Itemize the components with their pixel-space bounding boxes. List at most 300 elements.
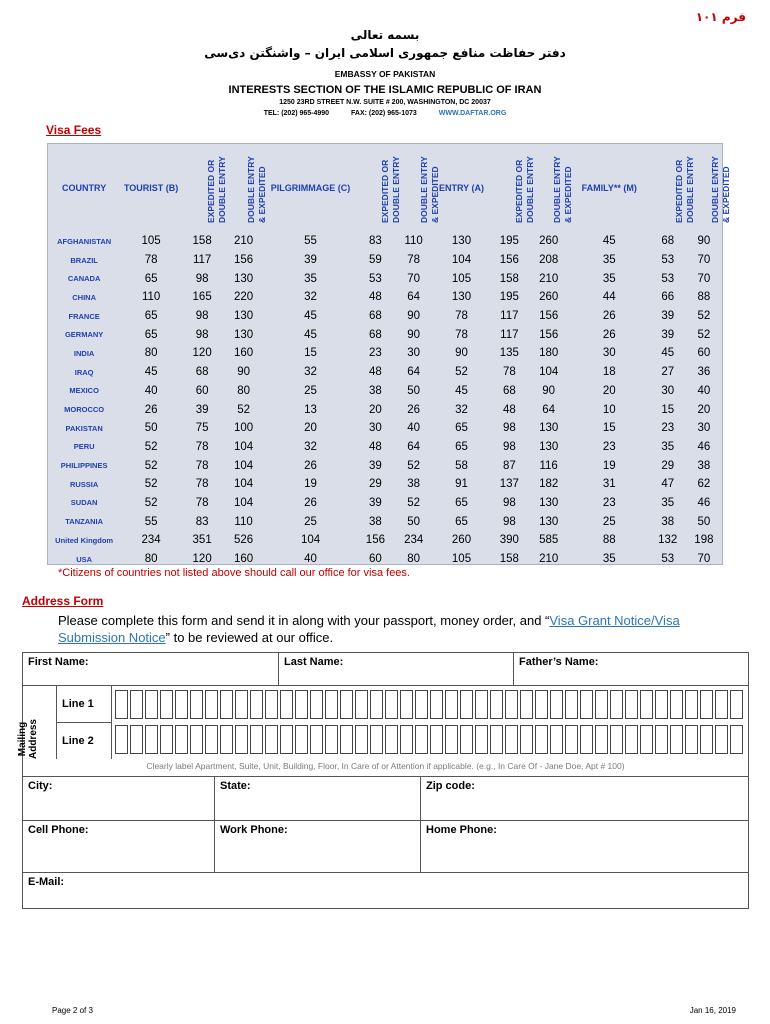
char-box[interactable] [145,725,158,754]
char-box[interactable] [175,725,188,754]
country-cell: MEXICO [69,386,99,396]
char-box[interactable] [205,690,218,719]
char-box[interactable] [370,725,383,754]
fee-cell: 30 [369,422,382,435]
fee-cell: 53 [661,553,675,566]
fee-cell: 156 [365,534,385,547]
fee-column-label: ENTRY (A) [439,183,484,193]
fee-cell: 104 [233,459,254,472]
fee-cell: 52 [144,440,158,453]
fee-cell: 60 [195,384,209,397]
fee-column-header [265,144,356,232]
fee-cell: 158 [499,272,519,285]
fee-cell: 45 [661,347,675,360]
char-box[interactable] [295,725,308,754]
fee-cell: 260 [539,235,559,248]
fee-cell: 40 [407,422,421,435]
fee-cell: 130 [233,328,254,341]
char-box[interactable] [505,725,518,754]
country-cell: PERU [73,442,95,452]
fee-cell: 78 [455,328,468,341]
char-box[interactable] [175,690,188,719]
char-box[interactable] [385,725,398,754]
fee-row [48,307,722,326]
char-box[interactable] [415,725,428,754]
bismillah-heading: بسمه تعالی [350,28,420,42]
fee-column-header [120,144,182,232]
line1-char-boxes[interactable] [115,690,743,719]
fee-cell: 52 [407,459,421,472]
fee-cell: 90 [407,310,421,323]
fee-column-header [569,144,650,232]
fee-cell: 52 [407,496,421,509]
fee-row [48,325,722,344]
fee-cell: 68 [661,235,675,248]
fee-cell: 68 [369,310,382,323]
fee-cell: 47 [661,478,675,491]
fee-cell: 98 [502,440,516,453]
fee-cell: 98 [195,310,209,323]
fee-cell: 39 [195,403,209,416]
char-box[interactable] [205,725,218,754]
fee-cell: 80 [237,384,250,397]
fee-cell: 20 [369,403,382,416]
fee-cell: 110 [141,291,161,304]
fee-column-label: TOURIST (B) [123,183,179,193]
char-box[interactable] [730,725,743,754]
country-cell: RUSSIA [69,479,99,489]
fee-cell: 88 [602,534,616,547]
fee-column-label: EXPEDITED OR DOUBLE ENTRY [205,156,227,223]
fathers-name-label: Father’s Name: [519,656,599,668]
fee-cell: 104 [539,366,559,379]
char-box[interactable] [265,690,278,719]
fee-cell: 29 [661,459,675,472]
fee-row [48,512,722,531]
char-box[interactable] [460,690,473,719]
char-box[interactable] [490,690,503,719]
fee-cell: 25 [304,384,317,397]
fee-cell: 32 [304,291,317,304]
char-box[interactable] [145,690,158,719]
fee-cell: 98 [502,515,516,528]
char-box[interactable] [640,725,653,754]
fee-cell: 182 [539,478,559,491]
fee-cell: 46 [697,440,711,453]
country-cell: United Kingdom [55,535,114,545]
fee-cell: 23 [602,440,616,453]
fee-cell: 78 [455,310,468,323]
fee-column-label: DOUBLE ENTRY & EXPEDITED [552,156,574,223]
char-box[interactable] [580,690,593,719]
fee-cell: 20 [602,384,616,397]
fee-cell: 70 [407,272,421,285]
char-box[interactable] [280,725,293,754]
char-box[interactable] [115,690,128,719]
char-box[interactable] [355,725,368,754]
char-box[interactable] [325,690,338,719]
char-box[interactable] [430,725,443,754]
fee-cell: 132 [658,534,678,547]
address-form-title: Address Form [22,594,104,608]
country-cell: MOROCCO [64,405,105,415]
fee-cell: 110 [404,235,423,248]
char-box[interactable] [460,725,473,754]
fee-cell: 210 [539,553,559,566]
fathers-name-field[interactable] [514,653,748,686]
fee-column-header [182,144,227,232]
char-box[interactable] [535,725,548,754]
char-box[interactable] [565,690,578,719]
fee-cell: 50 [407,515,421,528]
char-box[interactable] [355,690,368,719]
fee-cell: 98 [502,496,516,509]
char-box[interactable] [715,690,728,719]
fee-cell: 116 [539,459,558,472]
fee-cell: 39 [369,459,382,472]
char-box[interactable] [670,690,683,719]
char-box[interactable] [130,725,143,754]
char-box[interactable] [685,725,698,754]
fee-row [48,400,722,419]
fee-row [48,269,722,288]
fee-cell: 29 [369,478,382,491]
char-box[interactable] [415,690,428,719]
fee-row [48,419,722,438]
first-name-field[interactable] [23,653,279,686]
char-box[interactable] [610,725,623,754]
char-box[interactable] [190,725,203,754]
char-box[interactable] [235,690,248,719]
fee-column-label: EXPEDITED OR DOUBLE ENTRY [514,156,536,223]
char-box[interactable] [580,725,593,754]
fee-cell: 44 [602,291,616,304]
char-box[interactable] [385,690,398,719]
char-box[interactable] [610,690,623,719]
fee-cell: 130 [539,440,559,453]
fee-row [48,456,722,475]
char-box[interactable] [445,725,458,754]
fee-cell: 38 [697,459,711,472]
visa-fees-title: Visa Fees [46,123,102,137]
fee-cell: 48 [502,403,516,416]
fee-cell: 160 [233,553,254,566]
fee-cell: 158 [192,235,212,248]
char-box[interactable] [490,725,503,754]
fee-cell: 19 [304,478,317,491]
fee-cell: 195 [499,291,519,304]
char-box[interactable] [220,690,233,719]
char-box[interactable] [280,690,293,719]
fee-cell: 35 [661,496,675,509]
fee-cell: 30 [602,347,616,360]
fee-cell: 15 [661,403,675,416]
fee-cell: 38 [661,515,675,528]
fee-cell: 64 [407,366,421,379]
office-address: 1250 23RD STREET N.W. SUITE # 200, WASHINGTON, DC 20037 [279,99,491,106]
email-field[interactable] [23,873,748,908]
fee-cell: 15 [602,422,616,435]
char-box[interactable] [595,690,608,719]
fee-column-label: PILGRIMMAGE (C) [270,183,351,193]
char-box[interactable] [220,725,233,754]
fee-cell: 351 [192,534,212,547]
fee-cell: 48 [369,366,382,379]
fee-cell: 88 [697,291,711,304]
website-link[interactable]: WWW.DAFTAR.ORG [438,110,507,117]
fee-column-header [222,144,268,232]
fee-cell: 52 [144,496,158,509]
char-box[interactable] [400,690,413,719]
fee-cell: 52 [144,459,158,472]
fee-cell: 65 [144,310,158,323]
char-box[interactable] [685,690,698,719]
fee-cell: 50 [407,384,421,397]
fee-row [48,232,722,251]
fee-cell: 78 [195,496,209,509]
fee-cell: 39 [661,310,675,323]
fee-cell: 80 [144,347,158,360]
visa-grant-notice-link[interactable]: Visa Grant Notice/Visa Submission Notice [58,613,680,645]
fee-cell: 52 [697,328,711,341]
fee-cell: 38 [369,384,382,397]
fee-cell: 64 [407,291,421,304]
fee-cell: 156 [539,310,559,323]
fee-row [48,475,722,494]
fee-cell: 55 [144,515,158,528]
fee-cell: 65 [455,515,468,528]
fee-cell: 32 [304,440,317,453]
country-cell: CHINA [72,292,97,302]
zip-code-field[interactable] [421,776,748,821]
fee-cell: 30 [407,347,421,360]
fee-cell: 10 [602,403,616,416]
fee-cell: 32 [455,403,468,416]
fee-cell: 70 [697,272,711,285]
fee-cell: 40 [144,384,158,397]
fax-text: FAX: (202) 965-1073 [351,110,417,117]
fee-cell: 59 [369,254,382,267]
line2-char-boxes[interactable] [115,725,743,754]
char-box[interactable] [655,690,668,719]
home-phone-label: Home Phone: [426,824,497,836]
fee-cell: 35 [602,272,616,285]
char-box[interactable] [730,690,743,719]
fee-row [48,438,722,457]
char-box[interactable] [235,725,248,754]
char-box[interactable] [430,690,443,719]
fee-cell: 45 [602,235,616,248]
fee-cell: 137 [499,478,519,491]
fee-cell: 53 [369,272,382,285]
fee-cell: 65 [455,422,468,435]
char-box[interactable] [640,690,653,719]
fee-cell: 64 [542,403,556,416]
fee-cell: 117 [192,254,212,267]
fee-cell: 53 [661,254,675,267]
fee-column-header [48,144,120,232]
char-box[interactable] [115,725,128,754]
char-box[interactable] [715,725,728,754]
fee-cell: 100 [233,422,254,435]
char-box[interactable] [310,690,323,719]
fee-cell: 64 [407,440,421,453]
country-cell: AFGHANISTAN [57,236,112,246]
char-box[interactable] [370,690,383,719]
document-date: Jan 16, 2019 [689,1006,736,1015]
fee-cell: 526 [233,534,254,547]
char-box[interactable] [400,725,413,754]
fee-cell: 53 [661,272,675,285]
intro-text-start: Please complete this form and send it in along with your passport, money order, and “ [58,613,550,628]
fee-cell: 105 [451,553,472,566]
fee-cell: 55 [304,235,317,248]
fee-cell: 60 [697,347,711,360]
home-phone-field[interactable] [421,821,748,873]
fee-cell: 40 [697,384,711,397]
fee-cell: 19 [602,459,616,472]
char-box[interactable] [340,690,353,719]
fee-cell: 105 [451,272,472,285]
char-box[interactable] [160,690,173,719]
char-box[interactable] [475,725,488,754]
char-box[interactable] [625,725,638,754]
char-box[interactable] [505,690,518,719]
fee-cell: 156 [499,254,519,267]
char-box[interactable] [190,690,203,719]
fee-cell: 117 [500,310,519,323]
char-box[interactable] [325,725,338,754]
fee-cell: 30 [697,422,711,435]
cell-phone-field[interactable] [23,821,215,873]
country-cell: CANADA [67,274,101,284]
fee-cell: 13 [304,403,317,416]
fee-cell: 50 [144,422,158,435]
fee-cell: 78 [502,366,516,379]
char-box[interactable] [595,725,608,754]
fee-cell: 104 [300,534,321,547]
char-box[interactable] [160,725,173,754]
char-box[interactable] [445,690,458,719]
work-phone-label: Work Phone: [220,824,288,836]
form-number: فرم ۱۰۱ [695,10,746,24]
fee-cell: 18 [602,366,616,379]
char-box[interactable] [700,690,713,719]
country-cell: FRANCE [68,311,100,321]
fee-cell: 25 [304,515,317,528]
fee-cell: 130 [539,422,559,435]
fee-cell: 62 [697,478,711,491]
fee-row [48,288,722,307]
fee-cell: 65 [455,496,468,509]
char-box[interactable] [550,725,563,754]
char-box[interactable] [295,690,308,719]
fee-cell: 83 [195,515,209,528]
char-box[interactable] [475,690,488,719]
fee-cell: 105 [141,235,161,248]
fee-cell: 46 [697,496,711,509]
fee-row [48,251,722,270]
fee-cell: 26 [144,403,158,416]
fee-cell: 15 [304,347,317,360]
char-box[interactable] [265,725,278,754]
fee-cell: 83 [369,235,382,248]
char-box[interactable] [310,725,323,754]
fee-cell: 180 [539,347,559,360]
state-field[interactable] [215,776,421,821]
fee-cell: 130 [233,272,254,285]
fee-cell: 158 [499,553,519,566]
fee-note: *Citizens of countries not listed above should call our office for visa fees. [58,567,410,579]
fee-cell: 220 [233,291,254,304]
fee-cell: 80 [407,553,421,566]
fee-cell: 130 [451,235,472,248]
fee-cell: 156 [539,328,559,341]
char-box[interactable] [700,725,713,754]
char-box[interactable] [250,725,263,754]
city-field[interactable] [23,776,215,821]
fee-cell: 198 [694,534,714,547]
fee-cell: 45 [304,310,317,323]
char-box[interactable] [340,725,353,754]
state-label: State: [220,780,251,792]
last-name-field[interactable] [279,653,514,686]
fee-cell: 130 [539,496,559,509]
embassy-title: EMBASSY OF PAKISTAN [334,69,436,79]
char-box[interactable] [520,725,533,754]
fee-cell: 66 [661,291,675,304]
fee-cell: 130 [451,291,472,304]
fee-cell: 98 [195,272,209,285]
char-box[interactable] [550,690,563,719]
mailing-address-section [17,686,57,760]
fee-cell: 70 [697,553,711,566]
fee-cell: 52 [237,403,250,416]
fee-cell: 90 [455,347,468,360]
fee-cell: 210 [233,235,254,248]
char-box[interactable] [250,690,263,719]
fee-cell: 20 [304,422,317,435]
char-box[interactable] [130,690,143,719]
work-phone-field[interactable] [215,821,421,873]
fee-cell: 40 [304,553,317,566]
fee-row [48,531,722,550]
char-box[interactable] [565,725,578,754]
fee-cell: 65 [144,272,158,285]
fee-cell: 156 [233,254,254,267]
fee-header-row [48,144,722,232]
fee-cell: 104 [451,254,472,267]
fee-cell: 36 [697,366,711,379]
country-cell: SUDAN [70,498,98,508]
fee-cell: 585 [539,534,559,547]
char-box[interactable] [670,725,683,754]
char-box[interactable] [655,725,668,754]
intro-text-end: ” to be reviewed at our office. [165,630,334,645]
fee-cell: 20 [697,403,711,416]
fee-cell: 117 [500,328,519,341]
fee-cell: 130 [539,515,559,528]
char-box[interactable] [520,690,533,719]
fee-cell: 31 [602,478,616,491]
fee-cell: 38 [369,515,382,528]
fee-column-label: EXPEDITED OR DOUBLE ENTRY [380,156,402,223]
fee-cell: 65 [455,440,468,453]
fee-row [48,382,722,401]
fee-cell: 25 [602,515,616,528]
char-box[interactable] [625,690,638,719]
char-box[interactable] [535,690,548,719]
